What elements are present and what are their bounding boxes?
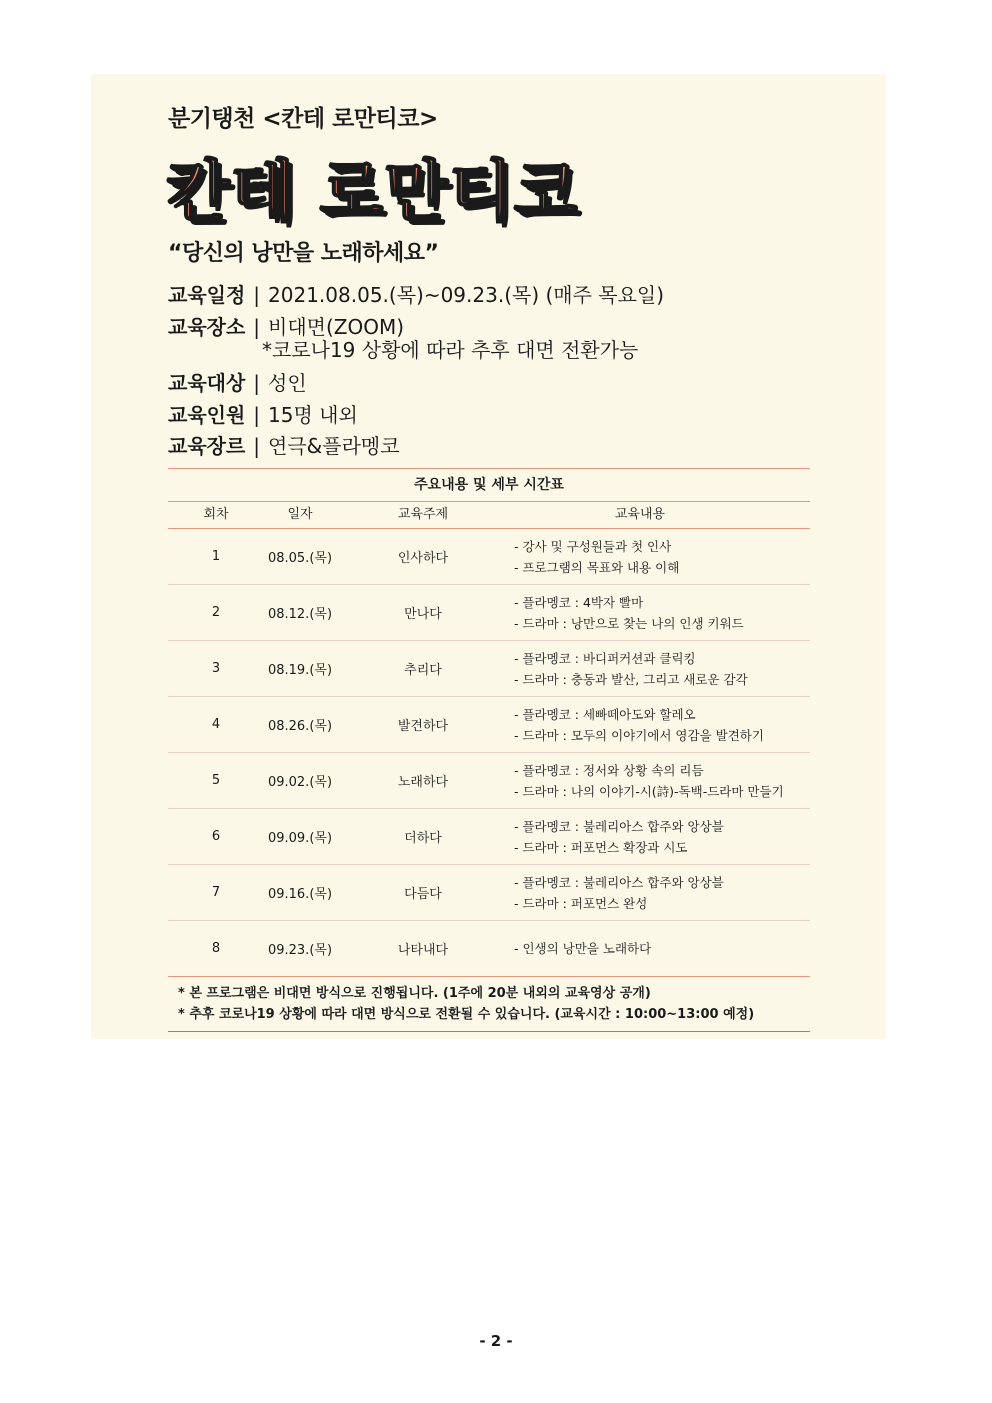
cell-date: 09.09.(목) xyxy=(267,831,333,846)
cell-content xyxy=(510,536,810,578)
content-line: - 드라마 : 나의 이야기-시(詩)-독백-드라마 만들기 xyxy=(514,783,784,799)
cell-theme: 발견하다 xyxy=(397,719,449,734)
cell-date: 08.05.(목) xyxy=(267,551,333,566)
info-label: 교육장소 xyxy=(168,315,246,339)
content-line: - 플라멩코 : 정서와 상황 속의 리듬 xyxy=(514,762,704,778)
cell-session: 4 xyxy=(211,717,221,732)
cell-content xyxy=(510,760,810,802)
table-row xyxy=(168,697,810,752)
cell-content xyxy=(510,648,810,690)
header-content: 교육내용 xyxy=(614,507,666,522)
cell-date: 09.16.(목) xyxy=(267,887,333,902)
cell-content xyxy=(510,872,810,914)
content-line: - 플라멩코 : 불레리아스 합주와 앙상블 xyxy=(514,818,724,834)
cell-session: 1 xyxy=(211,549,221,564)
info-genre xyxy=(168,430,400,459)
cell-session: 5 xyxy=(211,773,221,788)
info-value: 성인 xyxy=(268,371,307,395)
cell-theme: 만나다 xyxy=(404,607,442,622)
info-value: 연극&플라멩코 xyxy=(268,434,400,458)
divider: | xyxy=(253,403,261,427)
info-schedule xyxy=(168,279,664,308)
cell-theme: 더하다 xyxy=(404,831,442,846)
table-row xyxy=(168,865,810,920)
table-bottom-rule xyxy=(168,1031,810,1032)
cell-date: 09.23.(목) xyxy=(267,943,333,958)
header-theme: 교육주제 xyxy=(397,507,449,522)
note-line: * 추후 코로나19 상황에 따라 대면 방식으로 전환될 수 있습니다. (교육시간 : 10:00~13:00 예정) xyxy=(178,1007,755,1022)
content-line: - 드라마 : 낭만으로 찾는 나의 인생 키워드 xyxy=(514,615,744,631)
table-row xyxy=(168,809,810,864)
info-label: 교육일정 xyxy=(168,283,246,307)
info-target xyxy=(168,367,307,396)
content-line: - 플라멩코 : 불레리아스 합주와 앙상블 xyxy=(514,874,724,890)
divider: | xyxy=(253,283,261,307)
info-label: 교육대상 xyxy=(168,371,246,395)
cell-content xyxy=(510,938,810,959)
cell-session: 8 xyxy=(211,941,221,956)
header-date: 일자 xyxy=(287,507,313,522)
table-notes xyxy=(168,977,810,1031)
cell-session: 2 xyxy=(211,605,221,620)
content-line: - 플라멩코 : 세빠떼아도와 할레오 xyxy=(514,706,696,722)
divider: | xyxy=(253,434,261,458)
table-row xyxy=(168,641,810,696)
info-value: 비대면(ZOOM) xyxy=(268,315,405,339)
cell-content xyxy=(510,816,810,858)
content-line: - 플라멩코 : 바디퍼커션과 클릭킹 xyxy=(514,650,696,666)
cell-theme: 노래하다 xyxy=(397,775,449,790)
note-line: * 본 프로그램은 비대면 방식으로 진행됩니다. (1주에 20분 내외의 교육영상 공개) xyxy=(178,986,651,1001)
program-slogan: “당신의 낭만을 노래하세요” xyxy=(168,241,439,266)
cell-date: 08.19.(목) xyxy=(267,663,333,678)
content-line: - 강사 및 구성원들과 첫 인사 xyxy=(514,538,672,554)
cell-theme: 인사하다 xyxy=(397,551,449,566)
table-row xyxy=(168,529,810,584)
content-line: - 드라마 : 퍼포먼스 완성 xyxy=(514,895,648,911)
table-row xyxy=(168,753,810,808)
cell-date: 08.12.(목) xyxy=(267,607,333,622)
info-value: 2021.08.05.(목)~09.23.(목) (매주 목요일) xyxy=(268,283,665,307)
content-line: - 드라마 : 충동과 발산, 그리고 새로운 감각 xyxy=(514,671,748,687)
cell-date: 09.02.(목) xyxy=(267,775,333,790)
info-capacity xyxy=(168,399,358,428)
cell-date: 08.26.(목) xyxy=(267,719,333,734)
content-line: - 드라마 : 퍼포먼스 확장과 시도 xyxy=(514,839,688,855)
cell-theme: 다듬다 xyxy=(404,887,442,902)
table-header-row xyxy=(168,502,810,528)
info-label: 교육장르 xyxy=(168,434,246,458)
cell-content xyxy=(510,592,810,634)
cell-content xyxy=(510,704,810,746)
program-title: 칸테 로만티코 xyxy=(166,153,579,230)
cell-session: 6 xyxy=(211,829,221,844)
table-title: 주요내용 및 세부 시간표 xyxy=(414,477,564,493)
table-row xyxy=(168,585,810,640)
cell-session: 7 xyxy=(211,885,221,900)
table-row xyxy=(168,921,810,976)
divider: | xyxy=(253,315,261,339)
program-subtitle: 분기탱천 <칸테 로만티코> xyxy=(168,106,438,132)
content-line: - 인생의 낭만을 노래하다 xyxy=(514,941,652,956)
page-number: - 2 - xyxy=(479,1332,513,1350)
content-line: - 프로그램의 목표와 내용 이해 xyxy=(514,559,680,575)
info-location-note: *코로나19 상황에 따라 추후 대면 전환가능 xyxy=(262,338,639,362)
info-label: 교육인원 xyxy=(168,403,246,427)
cell-theme: 추리다 xyxy=(404,663,442,678)
info-value: 15명 내외 xyxy=(268,403,358,427)
content-line: - 플라멩코 : 4박자 빨마 xyxy=(514,594,644,610)
schedule-table xyxy=(168,468,810,1032)
content-line: - 드라마 : 모두의 이야기에서 영감을 발견하기 xyxy=(514,727,764,743)
header-session: 회차 xyxy=(203,507,229,522)
cell-session: 3 xyxy=(211,661,221,676)
divider: | xyxy=(253,371,261,395)
cell-theme: 나타내다 xyxy=(397,943,449,958)
